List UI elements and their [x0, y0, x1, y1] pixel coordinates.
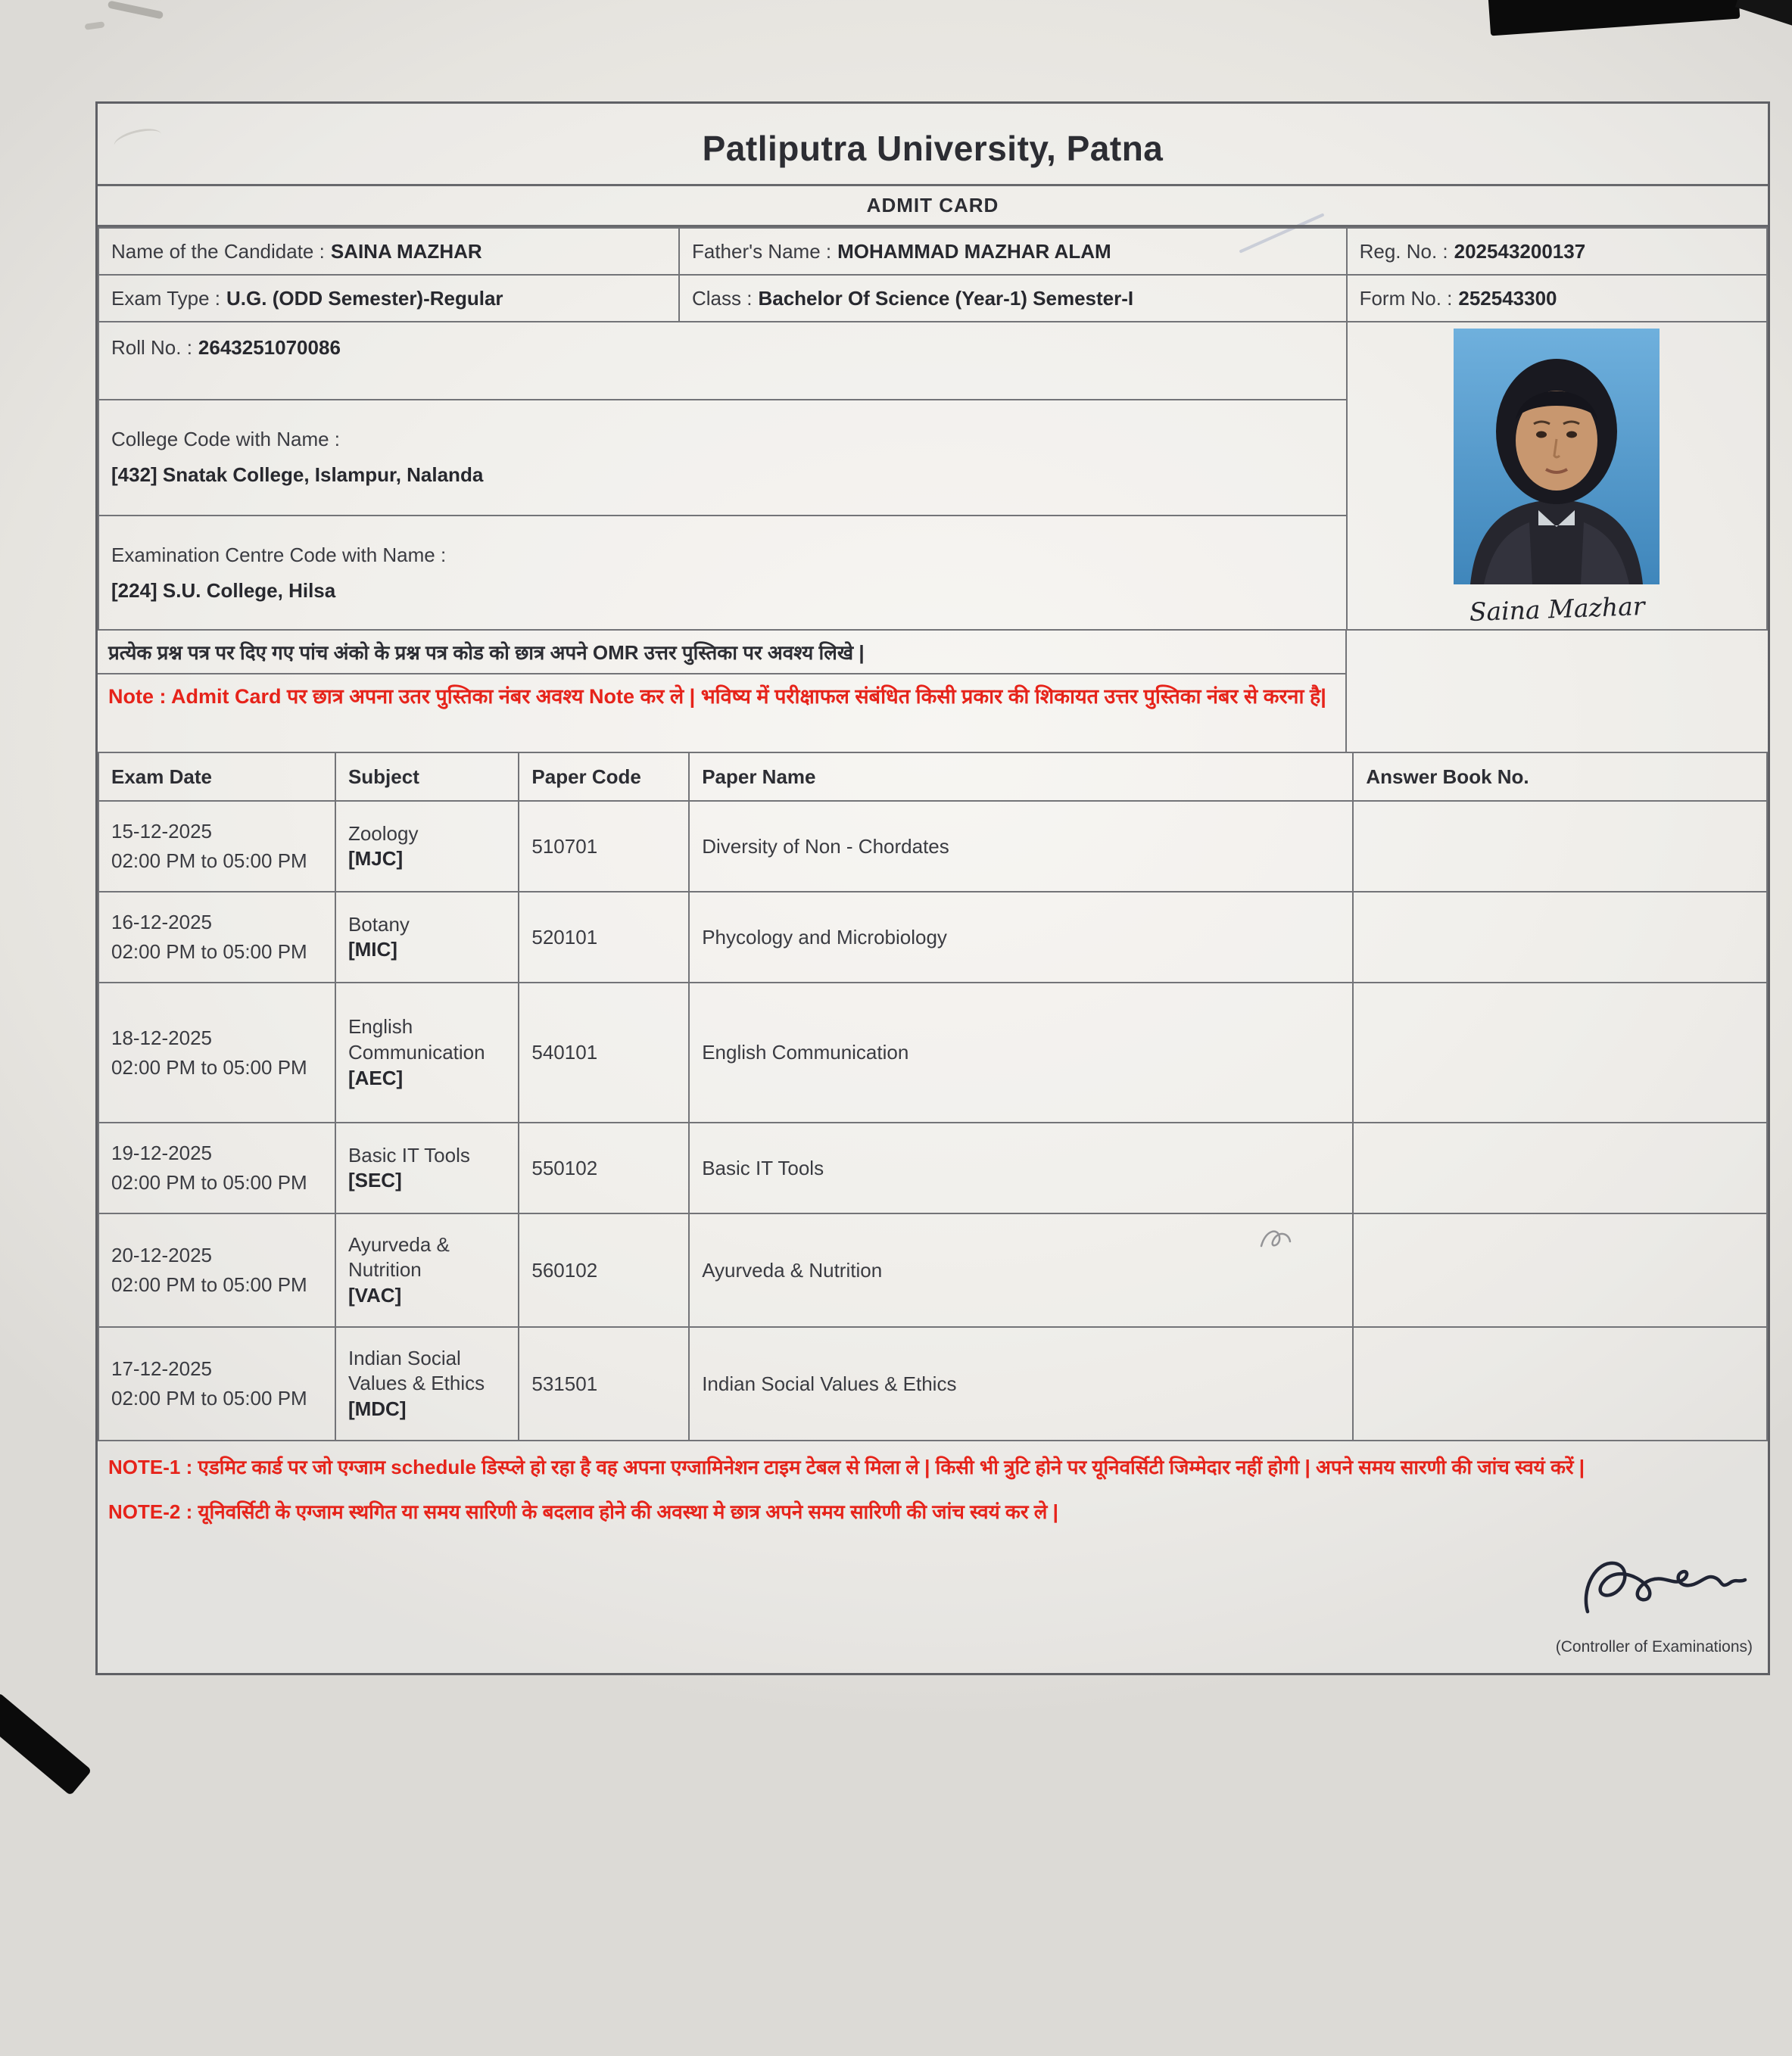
exam-date-cell — [98, 1213, 335, 1327]
exam-date-cell — [98, 983, 335, 1123]
exam-date: 16-12-2025 — [111, 911, 212, 934]
paper-code-cell: 550102 — [519, 1123, 689, 1213]
subject-cell — [335, 801, 519, 892]
university-title: Patliputra University, Patna — [702, 129, 1164, 168]
admit-card-heading: ADMIT CARD — [98, 184, 1768, 227]
subject-cell — [335, 1327, 519, 1441]
exam-row — [98, 801, 1767, 892]
exam-time: 02:00 PM to 05:00 PM — [111, 1273, 307, 1297]
footer-note-2: NOTE-2 : यूनिवर्सिटी के एग्जाम स्थगित या समय सारिणी के बदलाव होने की अवस्था मे छात्र अपने समय सारिणी की जांच स्वयं कर ले | — [108, 1500, 1058, 1523]
instructions-section — [98, 631, 1768, 752]
photo-cell — [1347, 322, 1767, 630]
exam-date: 18-12-2025 — [111, 1026, 212, 1049]
reg-label: Reg. No. : — [1359, 239, 1448, 263]
instructions-empty-cell — [1347, 631, 1768, 752]
subject-name: Botany — [347, 912, 410, 936]
roll-label: Roll No. : — [111, 336, 192, 359]
answer-book-no-cell — [1353, 1123, 1767, 1213]
exam-time: 02:00 PM to 05:00 PM — [111, 1055, 307, 1079]
subject-cell — [335, 1213, 519, 1327]
centre-label: Examination Centre Code with Name : — [111, 543, 447, 566]
form-no-cell — [1347, 275, 1767, 322]
exam-row — [98, 1327, 1767, 1441]
father-label: Father's Name : — [691, 239, 832, 263]
exam-date: 19-12-2025 — [111, 1142, 212, 1165]
subject-code: [AEC] — [347, 1066, 404, 1089]
candidate-photo — [1454, 329, 1660, 584]
exam-time: 02:00 PM to 05:00 PM — [111, 940, 307, 964]
scan-artifact-top-right — [1488, 0, 1741, 36]
candidate-info-table — [98, 227, 1768, 631]
subject-code: [MIC] — [347, 938, 397, 961]
controller-signature — [1577, 1553, 1753, 1635]
scan-smudge — [85, 21, 105, 30]
subject-cell — [335, 1123, 519, 1213]
controller-signature-block — [98, 1527, 1768, 1673]
answer-book-no-cell — [1353, 1213, 1767, 1327]
exam-time: 02:00 PM to 05:00 PM — [111, 1387, 307, 1410]
exam-time: 02:00 PM to 05:00 PM — [111, 1171, 307, 1195]
paper-name-cell: Phycology and Microbiology — [689, 892, 1353, 983]
controller-title: (Controller of Examinations) — [1555, 1637, 1753, 1656]
candidate-signature: Saina Mazhar — [1468, 590, 1645, 628]
paper-name-cell: Ayurveda & Nutrition — [689, 1213, 1353, 1327]
footer-note-1: NOTE-1 : एडमिट कार्ड पर जो एग्जाम schedule डिस्प्ले हो रहा है वह अपना एग्जामिनेशन टाइम टेबल से मिला ले | किसी भी त्रुटि होने पर यूनिवर्सिटी जिम्मेदार नहीं होगी | अपने समय सारणी की जांच स्वयं करें | — [108, 1456, 1585, 1479]
exam-time: 02:00 PM to 05:00 PM — [111, 849, 307, 873]
paper-code-cell: 540101 — [519, 983, 689, 1123]
exam-centre-cell — [98, 516, 1347, 630]
reg-no: 202543200137 — [1454, 239, 1586, 263]
admit-card — [95, 101, 1770, 1675]
paper-code-cell: 520101 — [519, 892, 689, 983]
header-paper-name: Paper Name — [689, 752, 1353, 801]
exam-date-cell — [98, 801, 335, 892]
exam-date: 17-12-2025 — [111, 1357, 212, 1381]
exam-date: 15-12-2025 — [111, 820, 212, 843]
subject-code: [MDC] — [347, 1397, 407, 1421]
exam-row — [98, 892, 1767, 983]
answer-book-no-cell — [1353, 801, 1767, 892]
reg-no-cell — [1347, 228, 1767, 275]
subject-cell — [335, 983, 519, 1123]
roll-no: 2643251070086 — [198, 336, 341, 359]
class-cell — [679, 275, 1347, 322]
paper-name-cell: Indian Social Values & Ethics — [689, 1327, 1353, 1441]
subject-code: [VAC] — [347, 1284, 402, 1307]
subject-code: [MJC] — [347, 847, 404, 871]
paper-name-cell: Basic IT Tools — [689, 1123, 1353, 1213]
roll-no-cell — [98, 322, 1347, 400]
class-name: Bachelor Of Science (Year-1) Semester-I — [758, 286, 1134, 310]
scan-artifact-top-right-corner — [1735, 0, 1792, 28]
form-label: Form No. : — [1359, 286, 1453, 310]
exam-date-cell — [98, 1327, 335, 1441]
exam-date-cell — [98, 1123, 335, 1213]
exam-date: 20-12-2025 — [111, 1244, 212, 1267]
scan-smudge — [108, 0, 164, 19]
header-subject: Subject — [335, 752, 519, 801]
name-label: Name of the Candidate : — [111, 239, 325, 263]
father-name-cell — [679, 228, 1347, 275]
candidate-name: SAINA MAZHAR — [330, 239, 482, 263]
red-note-instruction: Note : Admit Card पर छात्र अपना उतर पुस्तिका नंबर अवश्य Note कर ले | भविष्य में परीक्षाफल संबंधित किसी प्रकार की शिकायत उत्तर पुस्तिका नंबर से करना है| — [98, 674, 1347, 752]
header-paper-code: Paper Code — [519, 752, 689, 801]
subject-name: English Communication — [347, 1015, 485, 1064]
omr-instruction: प्रत्येक प्रश्न पत्र पर दिए गए पांच अंको के प्रश्न पत्र कोड को छात्र अपने OMR उत्तर पुस्तिका पर अवश्य लिखे | — [98, 631, 1347, 674]
schedule-header-row — [98, 752, 1767, 801]
paper-code-cell: 531501 — [519, 1327, 689, 1441]
exam-row — [98, 983, 1767, 1123]
paper-code-cell: 510701 — [519, 801, 689, 892]
subject-cell — [335, 892, 519, 983]
answer-book-no-cell — [1353, 892, 1767, 983]
exam-type-row — [98, 275, 1767, 322]
college-label: College Code with Name : — [111, 428, 341, 451]
exam-type-cell — [98, 275, 679, 322]
roll-no-row — [98, 322, 1767, 400]
subject-name: Zoology — [347, 821, 419, 845]
class-label: Class : — [691, 286, 753, 310]
answer-book-no-cell — [1353, 1327, 1767, 1441]
exam-row — [98, 1123, 1767, 1213]
exam-schedule-table — [98, 752, 1768, 1441]
exam-row — [98, 1213, 1767, 1327]
father-name: MOHAMMAD MAZHAR ALAM — [837, 239, 1111, 263]
subject-code: [SEC] — [347, 1169, 402, 1192]
candidate-name-cell — [98, 228, 679, 275]
subject-name: Basic IT Tools — [347, 1143, 470, 1167]
subject-name: Indian Social Values & Ethics — [347, 1346, 485, 1395]
header-answer-book-no: Answer Book No. — [1353, 752, 1767, 801]
header-exam-date: Exam Date — [98, 752, 335, 801]
exam-date-cell — [98, 892, 335, 983]
college-cell — [98, 400, 1347, 516]
scan-artifact-bottom-left — [0, 1693, 92, 1796]
paper-name-cell: English Communication — [689, 983, 1353, 1123]
college-name: [432] Snatak College, Islampur, Nalanda — [111, 463, 484, 487]
exam-type-label: Exam Type : — [111, 286, 221, 310]
candidate-name-row — [98, 228, 1767, 275]
answer-book-no-cell — [1353, 983, 1767, 1123]
exam-type: U.G. (ODD Semester)-Regular — [226, 286, 503, 310]
form-no: 252543300 — [1458, 286, 1557, 310]
subject-name: Ayurveda & Nutrition — [347, 1232, 450, 1282]
paper-name-cell: Diversity of Non - Chordates — [689, 801, 1353, 892]
paper-code-cell: 560102 — [519, 1213, 689, 1327]
centre-name: [224] S.U. College, Hilsa — [111, 578, 336, 602]
